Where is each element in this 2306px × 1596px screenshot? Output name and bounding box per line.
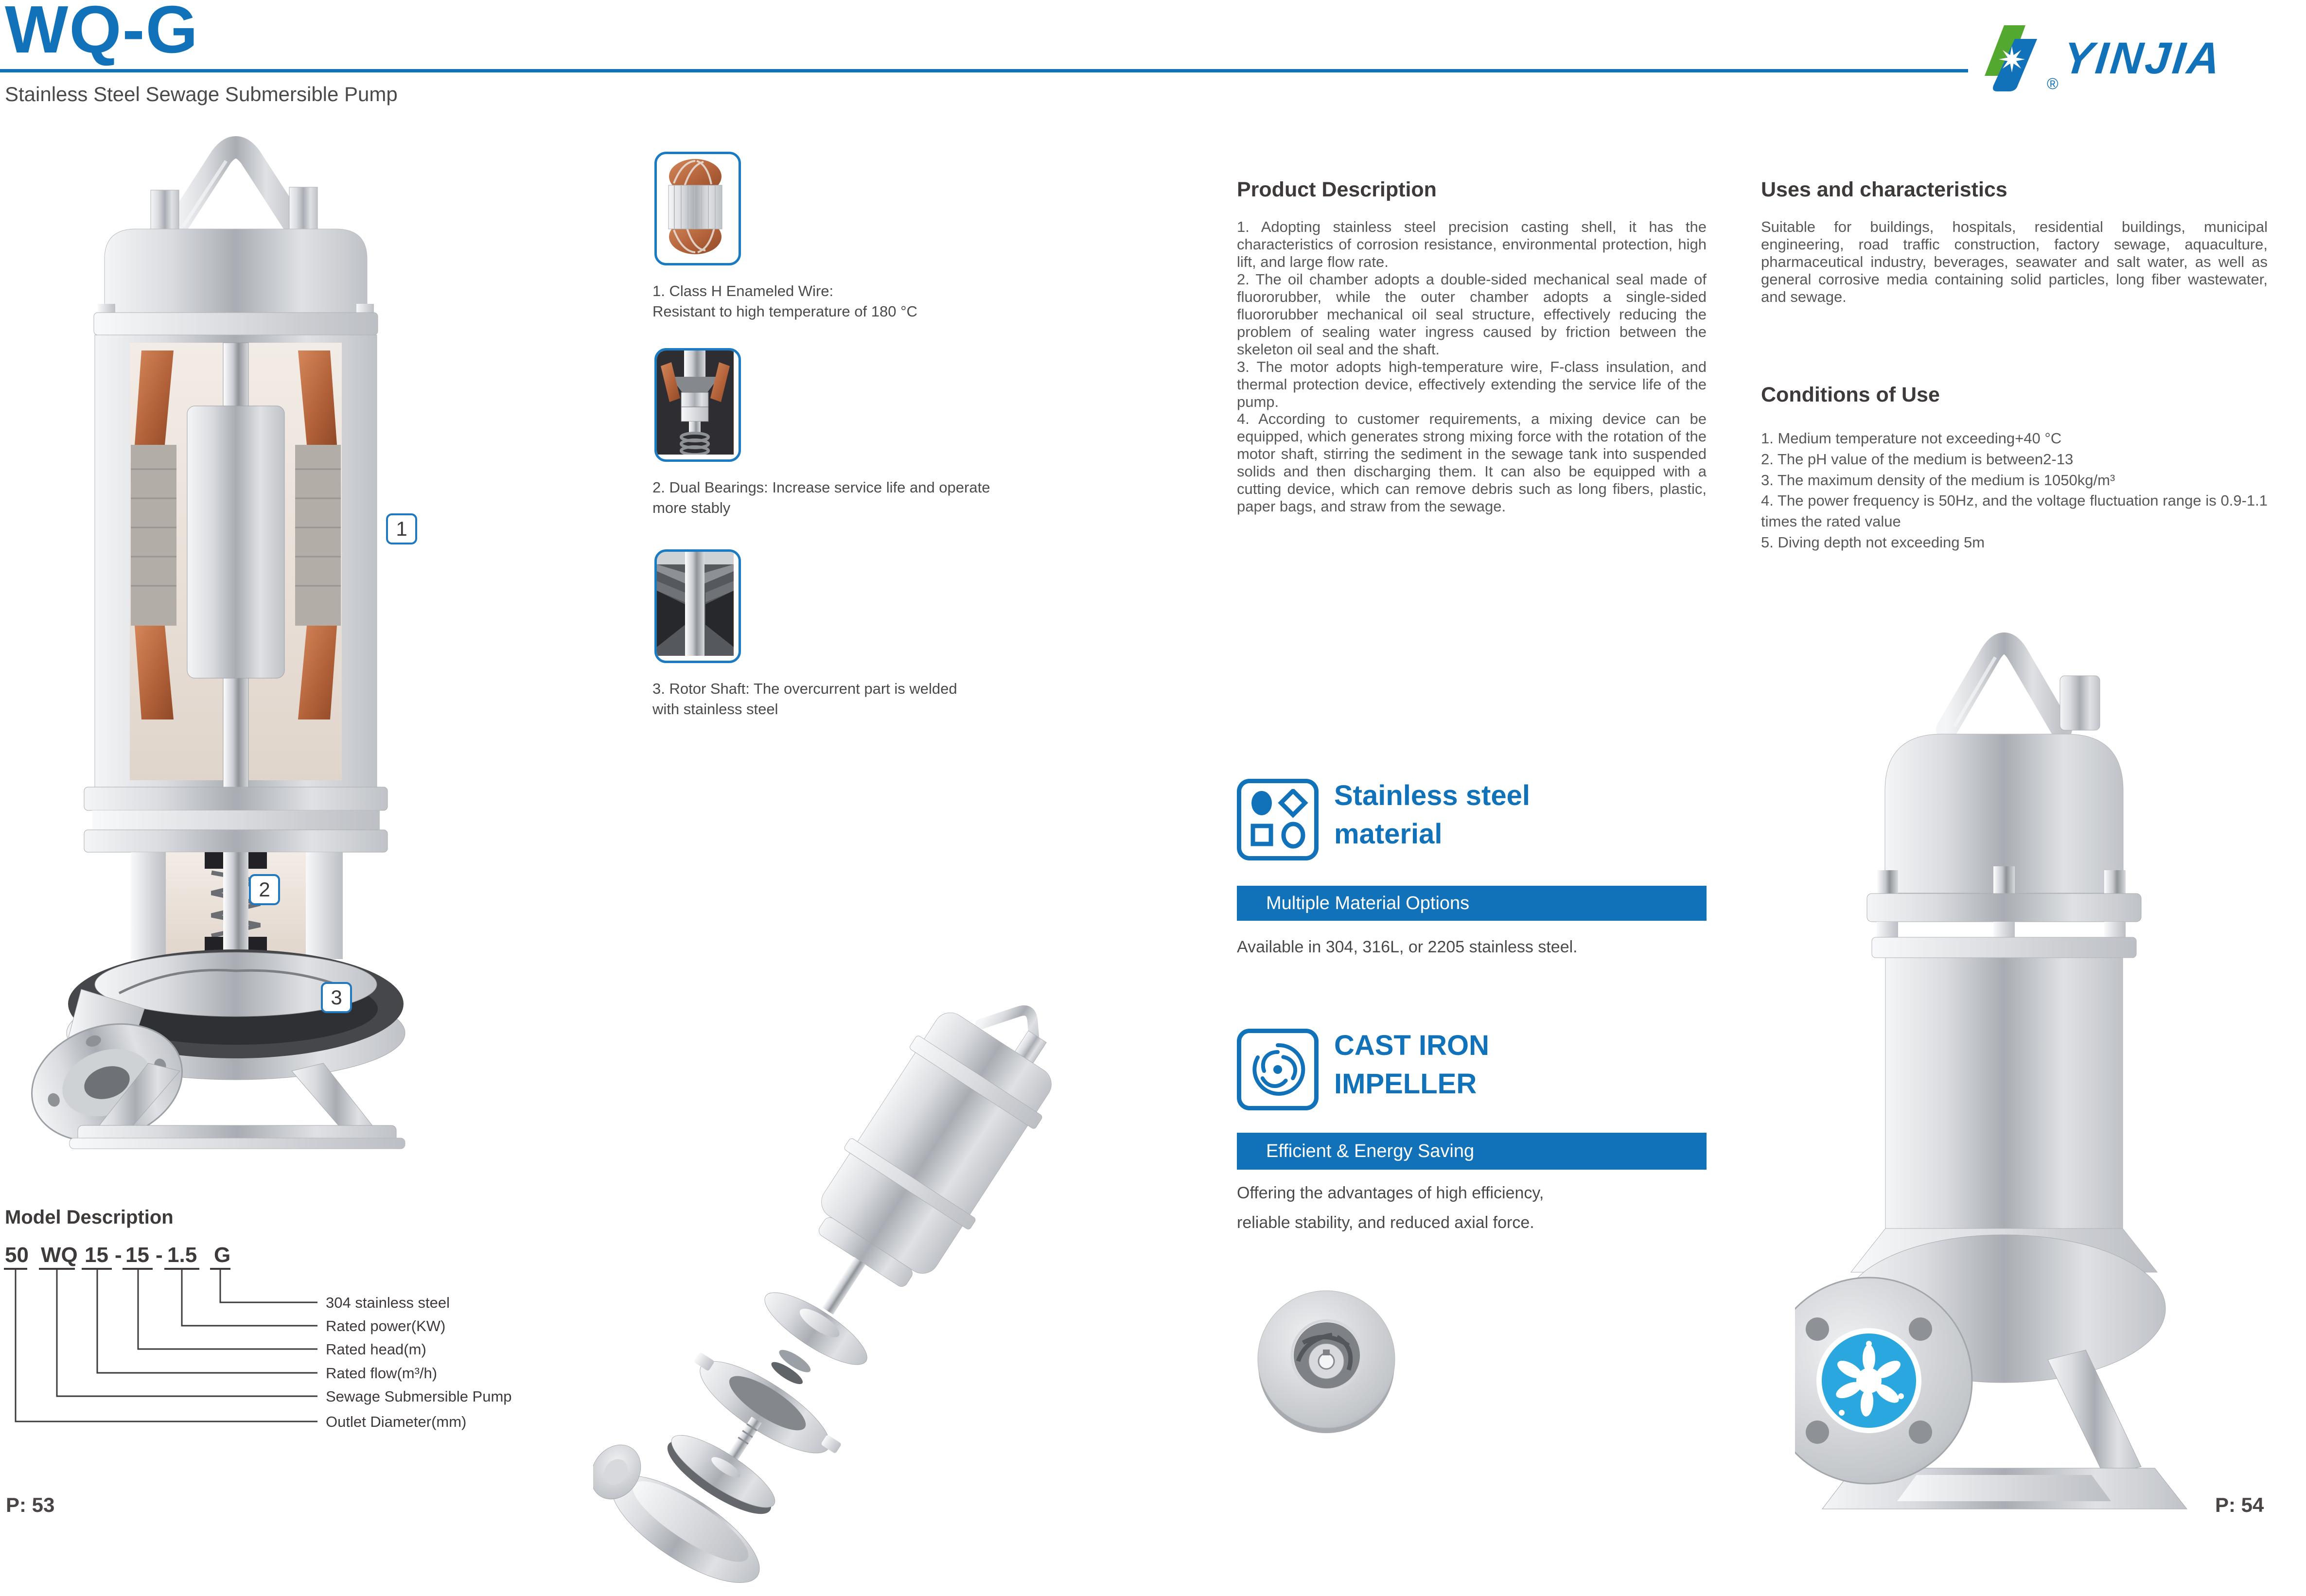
model-label-outlet: Outlet Diameter(mm) xyxy=(326,1413,467,1430)
rotor-shaft-image xyxy=(654,549,741,663)
detail-caption-1 xyxy=(652,281,1051,322)
condition-item-3: 3. The maximum density of the medium is 1050kg/m³ xyxy=(1761,471,2115,489)
model-code-series: WQ xyxy=(41,1243,78,1267)
product-description-body xyxy=(1237,218,1707,515)
registered-mark: ® xyxy=(2047,75,2059,92)
lifting-handle xyxy=(175,147,297,228)
uses-section xyxy=(1761,178,2268,306)
product-item-4: 4. According to customer requirements, a mixing device can be equipped, which generates strong mixing force with the rotation of the motor shaft, stirring the sediment in the sewage tank into suspended solids and then discharging them. It can also be equipped with a cutting device, which can remove debris such as long fibers, plastic, paper bags, and straw from the sewage. xyxy=(1237,410,1707,515)
model-label-flow: Rated flow(m³/h) xyxy=(326,1365,438,1382)
feature-title-cast-iron-line2: IMPELLER xyxy=(1334,1068,1477,1100)
callout-2: 2 xyxy=(249,874,280,905)
detail-caption-1-line1: 1. Class H Enameled Wire: xyxy=(652,282,834,299)
detail-caption-2 xyxy=(652,477,1051,518)
energy-saving-desc-line1: Offering the advantages of high efficiency, xyxy=(1237,1184,1544,1202)
detail-caption-1-line2: Resistant to high temperature of 180 °C xyxy=(652,302,917,320)
pump-product-image xyxy=(1795,618,2213,1520)
detail-card-dual-bearings xyxy=(654,348,741,462)
material-options-desc-line1: Available in 304, 316L, or 2205 stainless steel. xyxy=(1237,938,1578,956)
header-divider xyxy=(0,69,1968,72)
model-code-outlet: 50 xyxy=(5,1243,29,1267)
product-description-section xyxy=(1237,178,1707,515)
feature-title-cast-iron xyxy=(1334,1027,1489,1104)
feature-title-stainless-line1: Stainless steel xyxy=(1334,780,1530,811)
material-options-desc xyxy=(1237,932,1578,962)
uses-heading: Uses and characteristics xyxy=(1761,178,2007,201)
material-options-banner-label: Multiple Material Options xyxy=(1266,893,1470,913)
detail-card-enameled-wire xyxy=(654,152,741,265)
conditions-list xyxy=(1761,428,2268,553)
conditions-heading: Conditions of Use xyxy=(1761,383,1940,406)
material-shapes-icon xyxy=(1237,779,1319,860)
brand-logo-icon xyxy=(1973,18,2051,99)
bearing-image xyxy=(654,348,741,462)
model-label-sewage: Sewage Submersible Pump xyxy=(326,1388,512,1405)
model-code-power: 1.5 xyxy=(167,1243,197,1267)
condition-item-2: 2. The pH value of the medium is between2-13 xyxy=(1761,450,2074,468)
model-code-dash2: - xyxy=(156,1243,163,1267)
stator-winding-image xyxy=(654,152,741,265)
pump-cutaway-image xyxy=(27,134,484,1150)
detail-caption-3 xyxy=(652,679,1051,719)
model-label-304: 304 stainless steel xyxy=(326,1294,450,1311)
detail-card-rotor-shaft xyxy=(654,549,741,663)
energy-saving-desc-line2: reliable stability, and reduced axial force. xyxy=(1237,1213,1534,1232)
page-number-left: P: 53 xyxy=(6,1493,55,1516)
energy-saving-banner xyxy=(1237,1133,1707,1170)
condition-item-1: 1. Medium temperature not exceeding+40 °C xyxy=(1761,430,2062,447)
product-description-heading: Product Description xyxy=(1237,178,1437,201)
product-item-3: 3. The motor adopts high-temperature wire, F-class insulation, and thermal protection device, effectively extending the service life of the pump. xyxy=(1237,358,1707,410)
impeller-photo xyxy=(1253,1288,1399,1434)
condition-item-5: 5. Diving depth not exceeding 5m xyxy=(1761,533,1985,551)
model-code-flow: 15 xyxy=(85,1243,108,1267)
model-code-material: G xyxy=(214,1243,231,1267)
detail-caption-2-line1: 2. Dual Bearings: Increase service life and operate xyxy=(652,479,990,496)
detail-caption-3-line1: 3. Rotor Shaft: The overcurrent part is welded xyxy=(652,680,957,697)
model-description-heading: Model Description xyxy=(5,1207,174,1228)
material-options-banner xyxy=(1237,886,1707,921)
lifting-handle xyxy=(1947,643,2061,729)
feature-title-cast-iron-line1: CAST IRON xyxy=(1334,1030,1489,1061)
page-number-right: P: 54 xyxy=(2215,1493,2264,1516)
uses-body: Suitable for buildings, hospitals, residential buildings, municipal engineering, road traffic construction, factory sewage, aquaculture, pharmaceutical industry, beverages, seawater and salt water, as well as general corrosive media containing solid particles, long fiber wastewater, and sewage. xyxy=(1761,218,2268,305)
condition-item-4: 4. The power frequency is 50Hz, and the voltage fluctuation range is 0.9-1.1 times the rated value xyxy=(1761,492,2268,530)
model-code-head: 15 xyxy=(125,1243,149,1267)
feature-title-stainless xyxy=(1334,777,1530,854)
page-title: WQ-G xyxy=(5,0,199,67)
conditions-section xyxy=(1761,383,2268,553)
detail-caption-3-line2: with stainless steel xyxy=(652,700,778,718)
callout-3: 3 xyxy=(321,982,352,1013)
product-item-1: 1. Adopting stainless steel precision casting shell, it has the characteristics of corrosion resistance, environmental protection, high lift, and large flow rate. xyxy=(1237,218,1707,270)
energy-saving-banner-label: Efficient & Energy Saving xyxy=(1266,1140,1475,1161)
page-subtitle: Stainless Steel Sewage Submersible Pump xyxy=(5,83,398,105)
callout-1: 1 xyxy=(386,513,417,544)
model-label-head: Rated head(m) xyxy=(326,1341,426,1358)
model-code-dash1: - xyxy=(115,1243,122,1267)
model-label-power: Rated power(KW) xyxy=(326,1317,446,1334)
product-item-2: 2. The oil chamber adopts a double-sided mechanical seal made of fluororubber, while the outer chamber adopts a single-sided fluororubber mechanical oil seal structure, effectively reducing the problem of sealing water ingress caused by friction between the skeleton oil seal and the shaft. xyxy=(1237,270,1707,358)
energy-saving-desc xyxy=(1237,1178,1544,1237)
detail-caption-2-line2: more stably xyxy=(652,499,731,516)
impeller-swirl-icon xyxy=(1237,1029,1319,1110)
model-code-diagram xyxy=(4,1234,733,1467)
brand-logo xyxy=(1973,18,2225,99)
brand-logo-text: YINJIA xyxy=(2060,33,2225,83)
feature-title-stainless-line2: material xyxy=(1334,818,1443,850)
